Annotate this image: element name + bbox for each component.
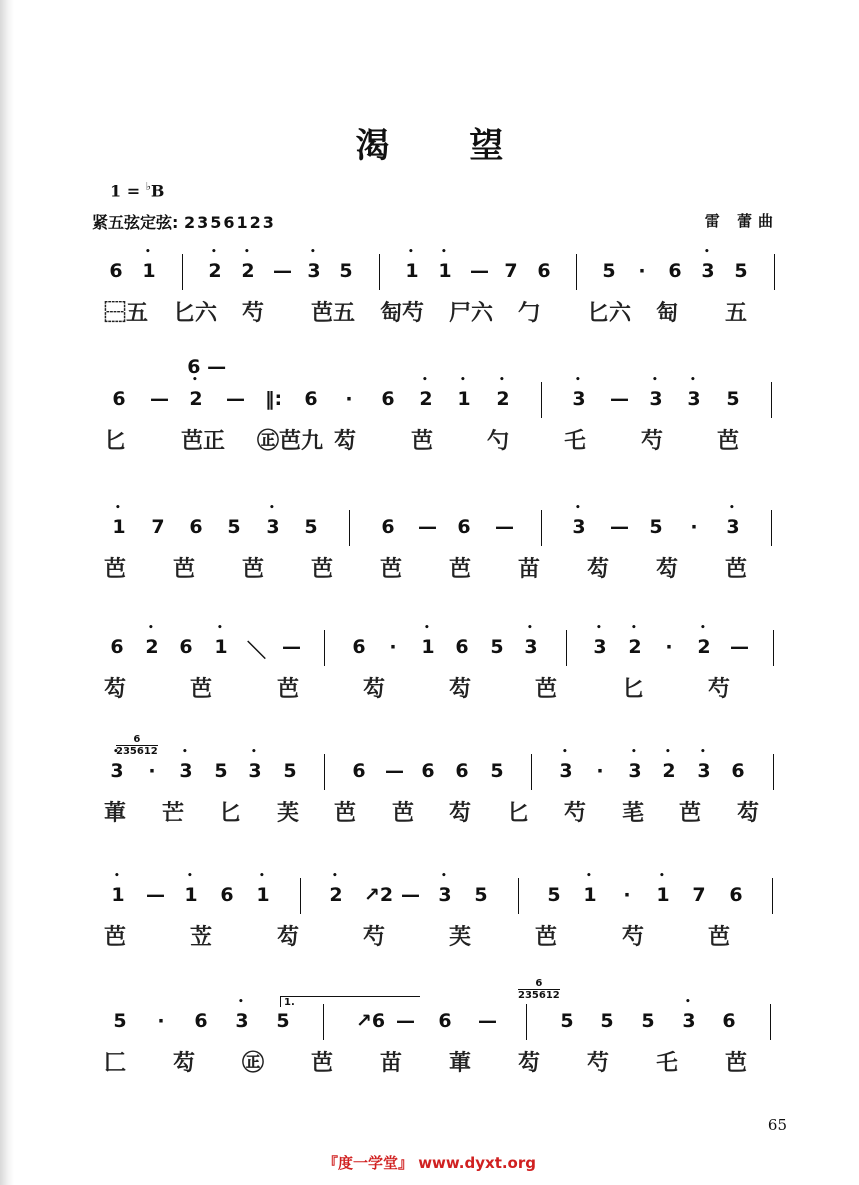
jianzi-tablature: 芭 xyxy=(190,677,213,702)
note: • 2 xyxy=(418,388,434,410)
jianzi-tablature: 匕 xyxy=(219,801,242,826)
note: • 3 xyxy=(592,636,608,658)
note: • 3 xyxy=(234,1010,250,1032)
jianzi-tablature: 芭 xyxy=(311,557,334,582)
note: 5 xyxy=(649,516,663,538)
note: 5 xyxy=(560,1010,574,1032)
note: — xyxy=(478,1010,497,1032)
tuning-value: 2356123 xyxy=(183,213,276,232)
jianpu-row xyxy=(100,1002,790,1042)
jianzi-tablature: 芭 xyxy=(535,677,558,702)
page-title: 渴 望 xyxy=(355,126,538,166)
page-number: 65 xyxy=(767,1116,787,1134)
note: 5 xyxy=(214,760,228,782)
note: · xyxy=(389,636,397,658)
note: • 1 xyxy=(655,884,671,906)
jianzi-tablature: 芶 xyxy=(104,677,127,702)
jianzi-tablature: 芶 xyxy=(363,677,386,702)
note: • 1 xyxy=(582,884,598,906)
note: • 2 xyxy=(661,760,677,782)
note: • 1 xyxy=(183,884,199,906)
jianzi-tablature: 芶 xyxy=(449,677,472,702)
barline xyxy=(773,630,774,666)
jianzi-tablature: 匕六 xyxy=(587,301,632,326)
barline xyxy=(566,630,567,666)
jianzi-tablature: 匕 xyxy=(104,429,127,454)
jianzi-tablature: 芶 xyxy=(277,925,300,950)
barline xyxy=(771,510,772,546)
barline xyxy=(300,878,301,914)
jianzi-tablature: 芭 xyxy=(173,557,196,582)
jianzi-tablature: 芭 xyxy=(725,1051,748,1076)
note: — xyxy=(418,516,437,538)
volta-bracket: 1. xyxy=(280,996,420,1007)
barline xyxy=(770,1004,771,1040)
note: — xyxy=(610,516,629,538)
note: — xyxy=(273,260,292,282)
system-5 xyxy=(100,752,790,852)
note: 5 xyxy=(490,760,504,782)
note: ↗2 xyxy=(364,884,394,906)
note: 5 xyxy=(227,516,241,538)
note: — xyxy=(150,388,169,410)
barline xyxy=(531,754,532,790)
jianzi-tablature: 勹 xyxy=(518,301,541,326)
jianzi-tablature: ㊣ xyxy=(242,1051,265,1076)
jianzi-tablature: 乇 xyxy=(656,1051,679,1076)
note: ＼ xyxy=(247,640,267,662)
note: • 3 xyxy=(627,760,643,782)
jianzi-tablature: 苗 xyxy=(518,557,541,582)
barline xyxy=(541,382,542,418)
system-3 xyxy=(100,508,790,608)
jianzi-tablature: 芭 xyxy=(535,925,558,950)
jianpu-row xyxy=(100,876,790,916)
note: 5 xyxy=(490,636,504,658)
note: · xyxy=(345,388,353,410)
note: • 3 xyxy=(558,760,574,782)
note: • 3 xyxy=(437,884,453,906)
barline xyxy=(771,382,772,418)
jianzi-tablature: 芙 xyxy=(277,801,300,826)
note: • 3 xyxy=(725,516,741,538)
note: 6 xyxy=(112,388,126,410)
note: — xyxy=(385,760,404,782)
jianzi-tablature: 芼 xyxy=(622,801,645,826)
jianzi-tablature: ⿱五 xyxy=(104,301,149,326)
jianpu-row xyxy=(100,752,790,792)
jianzi-tablature: 芭 xyxy=(311,1051,334,1076)
note: • 2 xyxy=(495,388,511,410)
jianpu-row xyxy=(100,252,790,292)
barline xyxy=(774,254,775,290)
note: 6 xyxy=(729,884,743,906)
jianzi-tablature: 芍 xyxy=(641,429,664,454)
note: • 2 xyxy=(240,260,256,282)
note: · xyxy=(690,516,698,538)
jianzi-tablature: 芭 xyxy=(277,677,300,702)
barline xyxy=(324,754,325,790)
note: 5 xyxy=(474,884,488,906)
note: • 3 xyxy=(696,760,712,782)
jianzi-tablature: 芍 xyxy=(564,801,587,826)
flat-sign: ♭ xyxy=(145,180,151,193)
note: • 1 xyxy=(437,260,453,282)
note: ‖: xyxy=(265,388,283,410)
jianzi-tablature: 芭 xyxy=(242,557,265,582)
jianzi-tablature: 芭五 xyxy=(311,301,356,326)
note: • 3 xyxy=(178,760,194,782)
note: • 3 xyxy=(247,760,263,782)
note: ↗6 xyxy=(356,1010,386,1032)
jianzi-tablature: 苗 xyxy=(380,1051,403,1076)
note: • 2 xyxy=(207,260,223,282)
jianzi-tablature: 芶 xyxy=(334,429,357,454)
jianzi-tablature: 匕六 xyxy=(173,301,218,326)
composer: 雷 蕾曲 xyxy=(704,212,779,230)
note: • 1 xyxy=(420,636,436,658)
system-1 xyxy=(100,252,790,352)
jianzi-tablature: 匋芍 xyxy=(380,301,425,326)
key-note: B xyxy=(150,181,165,201)
jianzi-tablature: 乇 xyxy=(564,429,587,454)
note: · xyxy=(596,760,604,782)
note: 5 xyxy=(283,760,297,782)
note: — xyxy=(730,636,749,658)
jianzi-tablature: 芶 xyxy=(587,557,610,582)
note: • 3 xyxy=(648,388,664,410)
jianzi-tablature: 芙 xyxy=(449,925,472,950)
note: • 2 xyxy=(328,884,344,906)
jianzi-tablature: 芭 xyxy=(334,801,357,826)
barline xyxy=(772,878,773,914)
note: · xyxy=(665,636,673,658)
note: • 2 xyxy=(188,388,204,410)
jianzi-tablature: 芍 xyxy=(708,677,731,702)
note: • 3 xyxy=(681,1010,697,1032)
note: 6 xyxy=(352,760,366,782)
jianzi-tablature: 芭 xyxy=(717,429,740,454)
note: 6 xyxy=(304,388,318,410)
note: • 1 xyxy=(110,884,126,906)
jianpu-row xyxy=(100,508,790,548)
note: 5 xyxy=(113,1010,127,1032)
barline xyxy=(324,630,325,666)
note: • 1 xyxy=(404,260,420,282)
note: • 3 xyxy=(571,388,587,410)
note: · xyxy=(638,260,646,282)
jianzi-tablature: 五 xyxy=(725,301,748,326)
note: 5 xyxy=(600,1010,614,1032)
key-prefix: 1 = xyxy=(110,181,146,201)
system-7 xyxy=(100,997,790,1102)
note: 5 xyxy=(339,260,353,282)
jianzi-tablature: 芭 xyxy=(725,557,748,582)
note: — xyxy=(470,260,489,282)
note: 5 xyxy=(726,388,740,410)
note: • 3 xyxy=(306,260,322,282)
note: · xyxy=(157,1010,165,1032)
system-2 xyxy=(100,356,790,480)
chord-figure-1 xyxy=(116,734,158,757)
note: • 3 xyxy=(265,516,281,538)
jianzi-tablature: 勺 xyxy=(487,429,510,454)
jianzi-tablature: 匚 xyxy=(104,1051,127,1076)
note: 6 xyxy=(110,636,124,658)
jianzi-tablature: 芍 xyxy=(242,301,265,326)
note: 5 xyxy=(602,260,616,282)
note: 7 xyxy=(151,516,165,538)
note: 6 xyxy=(457,516,471,538)
note: — xyxy=(495,516,514,538)
jianzi-tablature: 芶 xyxy=(737,801,760,826)
note: • 2 xyxy=(627,636,643,658)
jianzi-tablature: ㊣芭九 xyxy=(257,429,324,454)
barline xyxy=(576,254,577,290)
note: 6 xyxy=(179,636,193,658)
jianpu-row xyxy=(100,628,790,668)
note: 6 xyxy=(455,760,469,782)
note: 6 xyxy=(537,260,551,282)
note: 6 xyxy=(220,884,234,906)
chord-figure-2 xyxy=(518,978,560,1001)
jianzi-tablature: 匕 xyxy=(507,801,530,826)
tuning-line xyxy=(92,210,276,233)
jianzi-tablature: 芭 xyxy=(104,925,127,950)
note: 6 xyxy=(194,1010,208,1032)
jianzi-tablature: 芒 xyxy=(162,801,185,826)
barline xyxy=(349,510,350,546)
note: • 3 xyxy=(686,388,702,410)
note: 5 xyxy=(304,516,318,538)
chord-notes: 235612 xyxy=(116,746,158,757)
note: 6 xyxy=(731,760,745,782)
note: — xyxy=(610,388,629,410)
jianzi-tablature: 苙 xyxy=(190,925,213,950)
note: 6 xyxy=(455,636,469,658)
note: 7 xyxy=(504,260,518,282)
note: 6 xyxy=(381,388,395,410)
barline xyxy=(518,878,519,914)
note: — xyxy=(401,884,420,906)
note: 5 xyxy=(734,260,748,282)
note: • 3 xyxy=(700,260,716,282)
note: 7 xyxy=(692,884,706,906)
jianzi-tablature: 芭 xyxy=(104,557,127,582)
note: — xyxy=(226,388,245,410)
jianzi-tablature: 芶 xyxy=(518,1051,541,1076)
chord-label: 6 xyxy=(116,734,158,746)
barline xyxy=(541,510,542,546)
jianzi-tablature: 莗 xyxy=(104,801,127,826)
note: — xyxy=(396,1010,415,1032)
jianzi-tablature: 芭 xyxy=(380,557,403,582)
note: • 1 xyxy=(213,636,229,658)
jianzi-tablature: 芶 xyxy=(173,1051,196,1076)
jianzi-tablature: 芭正 xyxy=(181,429,226,454)
note: 6 xyxy=(668,260,682,282)
barline xyxy=(773,754,774,790)
note: 6 xyxy=(352,636,366,658)
key-signature xyxy=(110,180,164,200)
note: 6 xyxy=(722,1010,736,1032)
barline xyxy=(526,1004,527,1040)
barline xyxy=(323,1004,324,1040)
note: 5 xyxy=(641,1010,655,1032)
note: • 1 xyxy=(111,516,127,538)
tuning-label: 紧五弦定弦: xyxy=(92,213,179,232)
watermark: 『度一学堂』 www.dyxt.org xyxy=(322,1154,537,1172)
jianzi-tablature: 芍 xyxy=(587,1051,610,1076)
note: — xyxy=(282,636,301,658)
note: 6 xyxy=(109,260,123,282)
jianzi-tablature: 匕 xyxy=(622,677,645,702)
jianzi-tablature: 芭 xyxy=(449,557,472,582)
system-6 xyxy=(100,876,790,976)
upper-note: 6 — xyxy=(187,356,227,378)
book-spine-shadow xyxy=(0,0,14,1185)
note: • 3 xyxy=(109,760,125,782)
note: 6 xyxy=(438,1010,452,1032)
note: • 3 xyxy=(571,516,587,538)
jianzi-tablature: 芶 xyxy=(449,801,472,826)
chord-label: 6 xyxy=(518,978,560,990)
note: · xyxy=(623,884,631,906)
note: — xyxy=(146,884,165,906)
note: 5 xyxy=(547,884,561,906)
jianzi-tablature: 芍 xyxy=(622,925,645,950)
jianpu-row xyxy=(100,380,790,420)
barline xyxy=(379,254,380,290)
jianzi-tablature: 芭 xyxy=(392,801,415,826)
note: 5 xyxy=(276,1010,290,1032)
barline xyxy=(182,254,183,290)
jianzi-tablature: 莗 xyxy=(449,1051,472,1076)
note: • 1 xyxy=(255,884,271,906)
jianzi-tablature: 芭 xyxy=(708,925,731,950)
note: • 2 xyxy=(696,636,712,658)
system-4 xyxy=(100,628,790,728)
note: • 2 xyxy=(144,636,160,658)
jianzi-tablature: 尸六 xyxy=(449,301,494,326)
jianzi-tablature: 芶 xyxy=(656,557,679,582)
note: • 3 xyxy=(523,636,539,658)
jianzi-tablature: 芭 xyxy=(411,429,434,454)
note: • 1 xyxy=(456,388,472,410)
note: 6 xyxy=(189,516,203,538)
jianzi-tablature: 芭 xyxy=(679,801,702,826)
jianzi-tablature: 匋 xyxy=(656,301,679,326)
note: 6 xyxy=(421,760,435,782)
jianzi-tablature: 芍 xyxy=(363,925,386,950)
note: • 1 xyxy=(141,260,157,282)
note: · xyxy=(148,760,156,782)
chord-notes: 235612 xyxy=(518,990,560,1001)
note: 6 xyxy=(381,516,395,538)
